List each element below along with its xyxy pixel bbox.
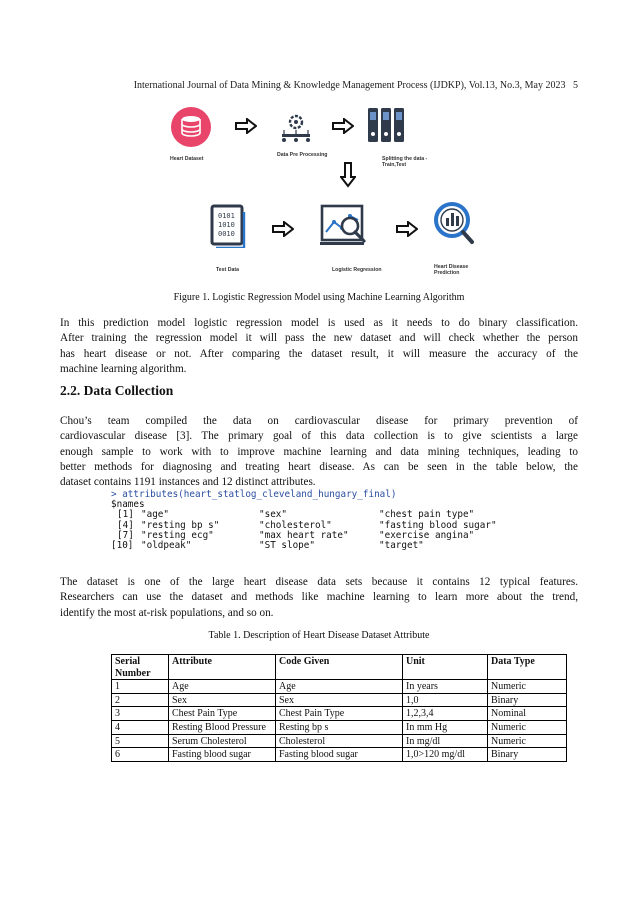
heart-dataset-icon [170, 106, 212, 148]
table-header-row [112, 655, 567, 680]
logistic-regression-icon [320, 204, 370, 248]
paragraph-line: identify the most at-risk populations, and so on. [60, 606, 274, 619]
arrow-right-icon [396, 221, 418, 237]
table-header-cell: Code Given [276, 655, 403, 680]
intro-paragraph [60, 316, 578, 377]
table-cell: In years [403, 680, 488, 694]
table-cell: Cholesterol [276, 734, 403, 748]
table-row [112, 748, 567, 762]
console-index: [7] [117, 529, 134, 541]
paragraph-line: dataset contains 1191 instances and 12 distinct attributes. [60, 476, 316, 489]
console-row [111, 541, 531, 551]
table-cell: Binary [488, 748, 567, 762]
binary-row-2: 1010 [218, 221, 235, 229]
journal-title: International Journal of Data Mining & Knowledge Management Process (IJDKP), Vol.13, No.3, May 2023 [133, 80, 566, 91]
console-attribute-name: "cholesterol" [259, 519, 332, 531]
console-attribute-name: "age" [141, 509, 169, 521]
table-row [112, 693, 567, 707]
table-cell: 5 [112, 734, 169, 748]
console-attribute-name: "sex" [259, 509, 287, 521]
table-cell: 1,0 [403, 693, 488, 707]
console-index: [4] [117, 519, 134, 531]
console-index: [10] [111, 539, 134, 551]
table-cell: Resting bp s [276, 720, 403, 734]
figure-caption: Figure 1. Logistic Regression Model using Machine Learning Algorithm [173, 292, 465, 303]
features-paragraph [60, 575, 578, 621]
label-prediction [434, 264, 468, 276]
table-cell: Resting Blood Pressure [169, 720, 276, 734]
label-heart-dataset: Heart Dataset [170, 156, 204, 162]
label-data-preprocessing: Data Pre Processing [277, 152, 328, 158]
paragraph-line: machine learning algorithm. [60, 362, 187, 375]
table-cell: 1,0>120 mg/dl [403, 748, 488, 762]
split-binders-icon [366, 106, 406, 144]
console-names-label: $names [111, 499, 145, 511]
data-preprocessing-icon [278, 110, 314, 144]
table-cell: 1 [112, 680, 169, 694]
table-cell: 1,2,3,4 [403, 707, 488, 721]
table-cell: In mg/dl [403, 734, 488, 748]
label-splitting [382, 156, 427, 168]
paragraph-line: In this prediction model logistic regression model is used as it needs to do binary classification. [60, 317, 578, 329]
r-console-output [111, 490, 531, 560]
table-header-cell: Serial Number [112, 655, 169, 680]
section-heading: 2.2. Data Collection [60, 383, 174, 398]
paragraph-line: Chou’s team compiled the data on cardiovascular disease for primary prevention of [60, 415, 578, 427]
console-attribute-name: "max heart rate" [259, 529, 349, 541]
table-cell: Numeric [488, 720, 567, 734]
console-index: [1] [117, 509, 134, 521]
arrow-down-icon [340, 162, 356, 188]
table-row [112, 734, 567, 748]
console-attribute-name: "resting ecg" [141, 529, 214, 541]
table-cell: Age [276, 680, 403, 694]
table-cell: Nominal [488, 707, 567, 721]
table-cell: Serum Cholesterol [169, 734, 276, 748]
table-row [112, 720, 567, 734]
table-cell: Sex [276, 693, 403, 707]
table-cell: Binary [488, 693, 567, 707]
table-cell: Fasting blood sugar [276, 748, 403, 762]
table-cell: Numeric [488, 734, 567, 748]
paragraph-line: After training the regression model it will pass the new dataset and will check whether the person [60, 332, 578, 345]
paragraph-line: has heart disease or not. After comparing the dataset result, it will measure the accuracy of the [60, 347, 578, 360]
logistic-regression-flow-diagram [160, 104, 480, 284]
table-cell: Sex [169, 693, 276, 707]
table-body [112, 680, 567, 762]
paragraph-line: better methods for diagnosing and treating heart disease. As can be seen in the table below, the [60, 460, 578, 473]
console-attribute-name: "ST slope" [259, 539, 315, 551]
table-header-cell: Unit [403, 655, 488, 680]
console-attribute-name: "oldpeak" [141, 539, 192, 551]
arrow-right-icon [332, 118, 354, 134]
console-attribute-name: "fasting blood sugar" [379, 519, 497, 531]
label-logistic-regression: Logistic Regression [332, 267, 382, 273]
table-header-cell: Attribute [169, 655, 276, 680]
label-splitting-line1: Splitting the data - [382, 156, 428, 162]
table-row [112, 680, 567, 694]
console-attribute-name: "target" [379, 539, 424, 551]
binary-row-1: 0101 [218, 212, 235, 220]
arrow-right-icon [272, 221, 294, 237]
label-test-data: Test Data [216, 267, 239, 273]
console-attribute-name: "exercise angina" [379, 529, 475, 541]
prediction-magnifier-icon [432, 200, 476, 246]
arrow-right-icon [235, 118, 257, 134]
table-cell: Fasting blood sugar [169, 748, 276, 762]
table-caption: Table 1. Description of Heart Disease Dataset Attribute [208, 630, 430, 641]
table-cell: In mm Hg [403, 720, 488, 734]
page-number: 5 [573, 80, 578, 91]
attribute-table [111, 654, 567, 762]
label-prediction-line1: Heart Disease [434, 264, 469, 270]
table-cell: Chest Pain Type [276, 707, 403, 721]
console-attribute-name: "resting bp s" [141, 519, 220, 531]
collection-paragraph [60, 414, 578, 490]
console-rows [111, 510, 531, 551]
table-cell: Numeric [488, 680, 567, 694]
table-row [112, 707, 567, 721]
table-cell: 2 [112, 693, 169, 707]
paragraph-line: enough sample to work with to improve machine learning and data mining techniques, leading to [60, 445, 578, 458]
console-attribute-name: "chest pain type" [379, 509, 475, 521]
console-command: > attributes(heart_statlog_cleveland_hungary_final) [111, 489, 397, 500]
test-data-icon [210, 204, 248, 248]
table-cell: Age [169, 680, 276, 694]
paragraph-line: The dataset is one of the large heart disease data sets because it contains 12 typical features. [60, 576, 578, 588]
label-prediction-line2: Prediction [434, 270, 460, 276]
paragraph-line: cardiovascular disease [3]. The primary goal of this data collection is to give scientists a large [60, 430, 578, 443]
label-splitting-line2: Train,Test [382, 162, 407, 168]
binary-row-3: 0010 [218, 230, 235, 238]
table-cell: 6 [112, 748, 169, 762]
running-header [60, 80, 578, 91]
table-header-cell: Data Type [488, 655, 567, 680]
table-cell: 4 [112, 720, 169, 734]
table-cell: 3 [112, 707, 169, 721]
paragraph-line: Researchers can use the dataset and methods like machine learning to learn more about the trend, [60, 591, 578, 604]
table-cell: Chest Pain Type [169, 707, 276, 721]
